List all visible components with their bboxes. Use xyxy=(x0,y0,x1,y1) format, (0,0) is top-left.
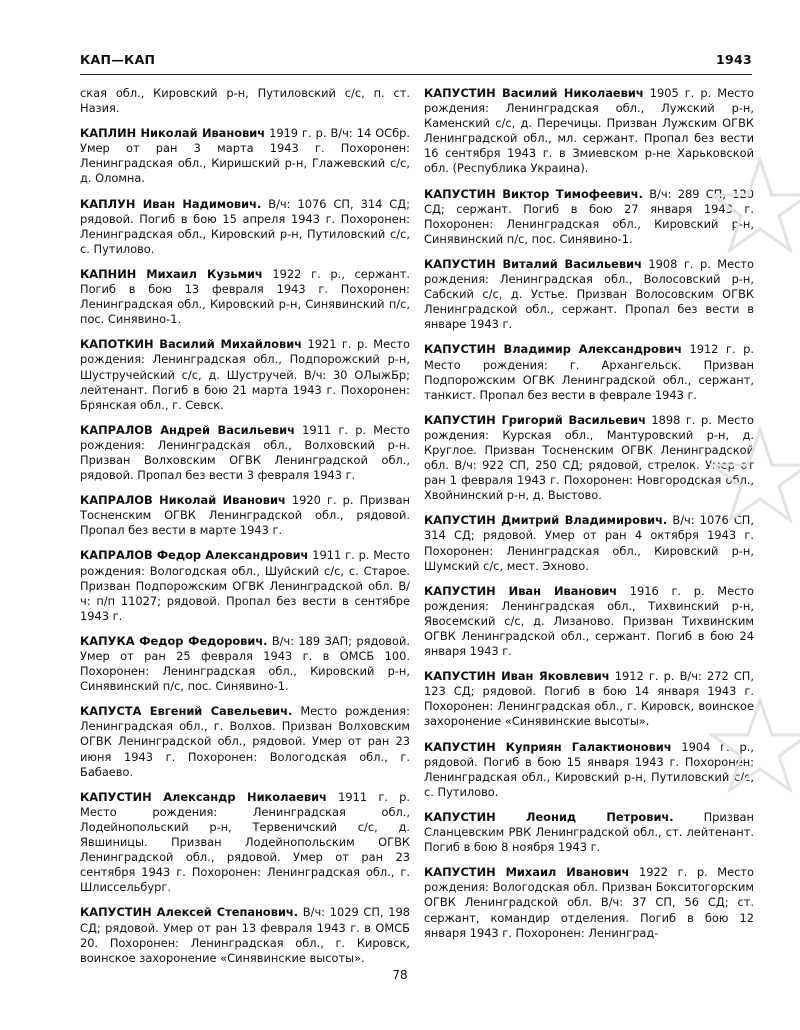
record-entry xyxy=(424,257,754,332)
record-entry xyxy=(80,126,410,186)
record-entry xyxy=(80,337,410,412)
record-name: КАПУСТА Евгений Савельевич. xyxy=(80,704,293,719)
record-entry xyxy=(424,810,754,855)
record-entry xyxy=(424,86,754,177)
record-name: КАПУСТИН Иван Яковлевич xyxy=(424,669,610,684)
record-text: 1919 г. р. В/ч: 14 ОСбр. Умер от ран 3 марта 1943 г. Похоронен: Ленинградская обл., Киришский р-н, Глажевский с/с, д. Оломна. xyxy=(80,126,410,186)
record-entry xyxy=(424,513,754,573)
record-entry xyxy=(424,669,754,729)
record-entry xyxy=(80,634,410,694)
record-name: КАПРАЛОВ Федор Александрович xyxy=(80,548,309,563)
record-text: 1911 г. р. Место рождения: Вологодская обл., Шуйский с/с, с. Старое. Призван Подпорожским ОГВК Ленинградской обл. В/ч: п/п 11027; рядовой. Пропал без вести в сентябре 1943 г. xyxy=(80,548,411,623)
record-name: КАПУСТИН Виктор Тимофеевич. xyxy=(424,186,643,201)
record-name: КАПУСТИН Михаил Иванович xyxy=(424,865,630,880)
record-text: 1898 г. р. Место рождения: Курская обл., Мантуровский р-н, д. Круглое. Призван Тосненским ОГВК Ленинградской обл. В/ч: 922 СП, 250 СД; рядовой, стрелок. Умер от ран 1 февраля 1943 г. Похоронен: Новгородская обл., Хвойнинский р-н, д. Выстово. xyxy=(424,412,754,503)
record-text: Место рождения: Ленинградская обл., г. Волхов. Призван Волховским ОГВК Ленинградской обл., рядовой. Умер от ран 23 июня 1943 г. Похоронен: Вологодская обл., г. Бабаево. xyxy=(80,704,410,779)
running-header xyxy=(80,52,752,75)
record-name: КАПУСТИН Куприян Галактионович xyxy=(424,739,672,754)
record-text: 1911 г. р. Место рождения: Ленинградская обл., Волховский р-н. Призван Волховским ОГВК Ленинградской обл., рядовой. Пропал без вести 3 февраля 1943 г. xyxy=(80,422,410,483)
record-entry xyxy=(80,423,410,483)
record-text: 1905 г. р. Место рождения: Ленинградская обл., Лужский р-н, Каменский с/с, д. Перечицы. Призван Лужским ОГВК Ленинградской обл., мл. сержант. Пропал без вести 16 сентября 1943 г. в Змиевском р-не Харьковской обл. (Республика Украина). xyxy=(424,86,755,176)
record-text: 1921 г. р. Место рождения: Ленинградская обл., Подпорожский р-н, Шустручейский с/с, д. Шустручей. В/ч: 30 ОЛыжБр; лейтенант. Погиб в бою 21 марта 1943 г. Похоронен: Брянская обл., г. Севск. xyxy=(80,337,410,412)
record-name: КАПУСТИН Дмитрий Владимирович. xyxy=(424,513,668,528)
record-text: 1904 г. р., рядовой. Погиб в бою 15 января 1943 г. Похоронен: Ленинградская обл., Кировский р-н, Путиловский с/с, с. Путилово. xyxy=(424,739,755,799)
record-name: КАПУСТИН Григорий Васильевич xyxy=(424,412,646,427)
page-number: 78 xyxy=(392,968,408,982)
record-entry xyxy=(424,865,754,940)
record-text: В/ч: 1076 СП, 314 СД; рядовой. Умер от ран 4 октября 1943 г. Похоронен: Ленинградская обл., Кировский р-н, Шумский с/с, мест. Эхново. xyxy=(424,513,754,573)
record-name: КАПУСТИН Владимир Александрович xyxy=(424,342,682,357)
record-entry xyxy=(80,905,410,965)
record-text: 1912 г. р. В/ч: 272 СП, 123 СД; рядовой. Погиб в бою 14 января 1943 г. Похоронен: Ленинградская обл., г. Кировск, воинское захоронение «Синявинские высоты». xyxy=(424,669,754,729)
record-text: 1922 г. р. Место рождения: Вологодская обл. Призван Бокситогорским ОГВК Ленинградской обл. В/ч: 37 СП, 56 СД; ст. сержант, командир отделения. Погиб в бою 12 января 1943 г. Похоронен: Ленинград- xyxy=(424,865,754,940)
record-entry xyxy=(80,704,410,779)
record-text: 1912 г. р. Место рождения: г. Архангельск. Призван Подпорожским ОГВК Ленинградской обл., сержант, танкист. Пропал без вести в феврале 1943 г. xyxy=(424,342,755,402)
record-entry xyxy=(80,548,410,623)
record-entry xyxy=(80,267,410,327)
record-text: В/ч: 1029 СП, 198 СД; рядовой. Умер от ран 13 февраля 1943 г. в ОМСБ 20. Похоронен: Ленинградская обл., г. Кировск, воинское захоронение «Синявинские высоты». xyxy=(80,905,410,965)
header-year: 1943 xyxy=(716,52,752,67)
left-column xyxy=(80,86,410,976)
record-name: КАПЛИН Николай Иванович xyxy=(80,126,266,141)
record-entry xyxy=(424,584,754,659)
record-entry xyxy=(424,342,754,402)
record-name: КАПУСТИН Леонид Петрович. xyxy=(424,809,674,824)
record-name: КАПУСТИН Алексей Степанович. xyxy=(80,905,299,920)
record-entry xyxy=(424,413,754,504)
record-name: КАПУКА Федор Федорович. xyxy=(80,633,268,648)
record-name: КАПУСТИН Александр Николаевич xyxy=(80,789,327,804)
record-text: В/ч: 189 ЗАП; рядовой. Умер от ран 25 февраля 1943 г. в ОМСБ 100. Похоронен: Ленинградская обл., Кировский р-н, Синявинский п/с, пос. Синявино-1. xyxy=(80,633,410,694)
header-range: КАП—КАП xyxy=(80,52,156,67)
record-text: 1922 г. р., сержант. Погиб в бою 13 февраля 1943 г. Похоронен: Ленинградская обл., Кировский р-н, Синявинский п/с, пос. Синявино-1. xyxy=(80,266,410,327)
record-entry xyxy=(80,197,410,257)
record-name: КАПОТКИН Василий Михайлович xyxy=(80,337,303,352)
record-text: Призван Сланцевским РВК Ленинградской обл., ст. лейтенант. Погиб в бою 8 ноября 1943 г. xyxy=(424,809,754,855)
record-entry xyxy=(80,86,410,116)
record-text: ская обл., Кировский р-н, Путиловский с/с, п. ст. Назия. xyxy=(80,86,410,116)
record-text: 1920 г. р. Призван Тосненским ОГВК Ленинградской обл., рядовой. Пропал без вести в марте 1943 г. xyxy=(80,493,411,538)
record-name: КАПЛУН Иван Надимович. xyxy=(80,196,262,211)
record-entry xyxy=(80,493,410,538)
record-name: КАПРАЛОВ Николай Иванович xyxy=(80,493,286,508)
record-name: КАПНИН Михаил Кузьмич xyxy=(80,266,263,281)
record-text: В/ч: 289 СП, 120 СД; сержант. Погиб в бою 27 января 1943 г. Похоронен: Ленинградская обл., Кировский р-н, Синявинский п/с, пос. Синявино-1. xyxy=(424,186,754,246)
record-entry xyxy=(424,740,754,800)
record-entry xyxy=(80,790,410,896)
record-name: КАПУСТИН Виталий Васильевич xyxy=(424,256,642,271)
record-entry xyxy=(424,187,754,247)
record-name: КАПУСТИН Василий Николаевич xyxy=(424,86,644,100)
record-text: В/ч: 1076 СП, 314 СД; рядовой. Погиб в бою 15 апреля 1943 г. Похоронен: Ленинградская обл., Кировский р-н, Путиловский с/с, с. Путилово. xyxy=(80,196,410,256)
record-text: 1916 г. р. Место рождения: Ленинградская обл., Тихвинский р-н, Явосемский с/с, д. Лизаново. Призван Тихвинским ОГВК Ленинградской обл., сержант. Погиб в бою 24 января 1943 г. xyxy=(424,583,754,659)
record-name: КАПРАЛОВ Андрей Васильевич xyxy=(80,422,295,437)
record-text: 1908 г. р. Место рождения: Ленинградская обл., Волосовский р-н, Сабский с/с, д. Устье. Призван Волосовским ОГВК Ленинградской обл., сержант. Пропал без вести в январе 1943 г. xyxy=(424,256,754,332)
record-text: 1911 г. р. Место рождения: Ленинградская обл., Лодейнопольский р-н, Тервеничский с/с, д. Явшиницы. Призван Лодейнопольским ОГВК Ленинградской обл., рядовой. Умер от ран 23 сентября 1943 г. Похоронен: Ленинградская обл., г. Шлиссельбург. xyxy=(80,789,410,895)
record-name: КАПУСТИН Иван Иванович xyxy=(424,583,618,598)
right-column xyxy=(424,86,754,951)
